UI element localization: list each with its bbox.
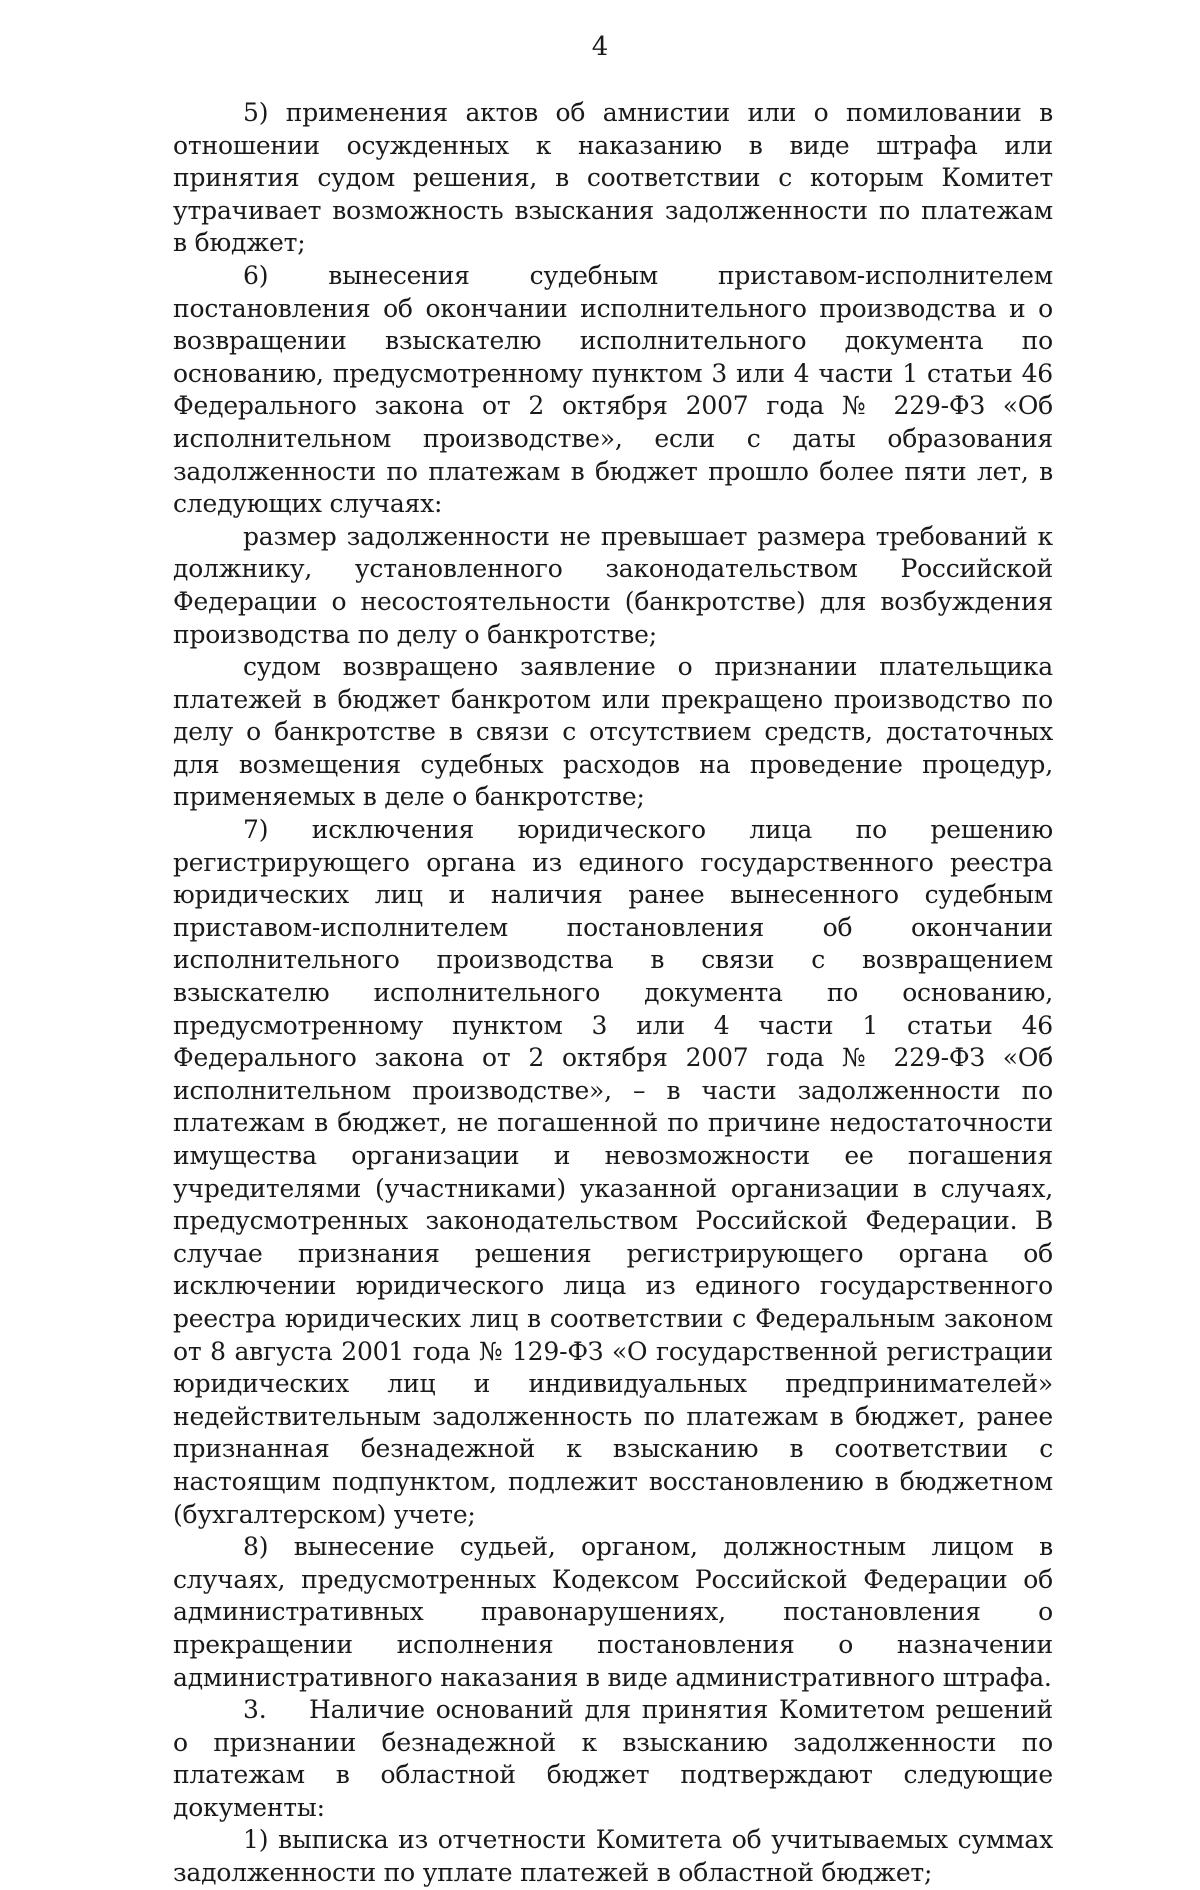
item-3-number: 3. [243,1695,267,1725]
item-3-subitem-1: 1) выписка из отчетности Комитета об учитываемых суммах задолженности по уплате платежей в областной бюджет; [173,1825,1053,1888]
item-3 [173,1694,1053,1824]
document-body [173,97,1053,1890]
paragraph-6-case-1: размер задолженности не превышает размера требований к должнику, установленного законодательством Российской Федерации о несостоятельности (банкротстве) для возбуждения производства по делу о банкротстве; [173,521,1053,649]
paragraph-8: 8) вынесение судьей, органом, должностным лицом в случаях, предусмотренных Кодексом Российской Федерации об административных правонарушениях, постановления о прекращении исполнения постановления о назначении административного наказания в виде административного штрафа. [173,1532,1053,1692]
paragraph-7: 7) исключения юридического лица по решению регистрирующего органа из единого государственного реестра юридических лиц и наличия ранее вынесенного судебным приставом-исполнителем постановления об окончании исполнительного производства в связи с возвращением взыскателю исполнительного документа по основанию, предусмотренному пунктом 3 или 4 части 1 статьи 46 Федерального закона от 2 октября 2007 года № 229-ФЗ «Об исполнительном производстве», – в части задолженности по платежам в бюджет, не погашенной по причине недостаточности имущества организации и невозможности ее погашения учредителями (участниками) указанной организации в случаях, предусмотренных законодательством Российской Федерации. В случае признания решения регистрирующего органа об исключении юридического лица из единого государственного реестра юридических лиц в соответствии с Федеральным законом от 8 августа 2001 года № 129-ФЗ «О государственной регистрации юридических лиц и индивидуальных предпринимателей» недействительным задолженность по платежам в бюджет, ранее признанная безнадежной к взысканию в соответствии с настоящим подпунктом, подлежит восстановлению в бюджетном (бухгалтерском) учете; [173,815,1053,1529]
page-number: 4 [591,32,609,62]
paragraph-6: 6) вынесения судебным приставом-исполнителем постановления об окончании исполнительного производства и о возвращении взыскателю исполнительного документа по основанию, предусмотренному пунктом 3 или 4 части 1 статьи 46 Федерального закона от 2 октября 2007 года № 229-ФЗ «Об исполнительном производстве», если с даты образования задолженности по платежам в бюджет прошло более пяти лет, в следующих случаях: [173,260,1053,519]
paragraph-6-case-2: судом возвращено заявление о признании плательщика платежей в бюджет банкротом или прекращено производство по делу о банкротстве в связи с отсутствием средств, достаточных для возмещения судебных расходов на проведение процедур, применяемых в деле о банкротстве; [173,652,1053,812]
item-3-text: Наличие оснований для принятия Комитетом решений о признании безнадежной к взысканию задолженности по платежам в областной бюджет подтверждают следующие документы: [173,1695,1053,1822]
paragraph-5: 5) применения актов об амнистии или о помиловании в отношении осужденных к наказанию в виде штрафа или принятия судом решения, в соответствии с которым Комитет утрачивает возможность взыскания задолженности по платежам в бюджет; [173,98,1053,258]
